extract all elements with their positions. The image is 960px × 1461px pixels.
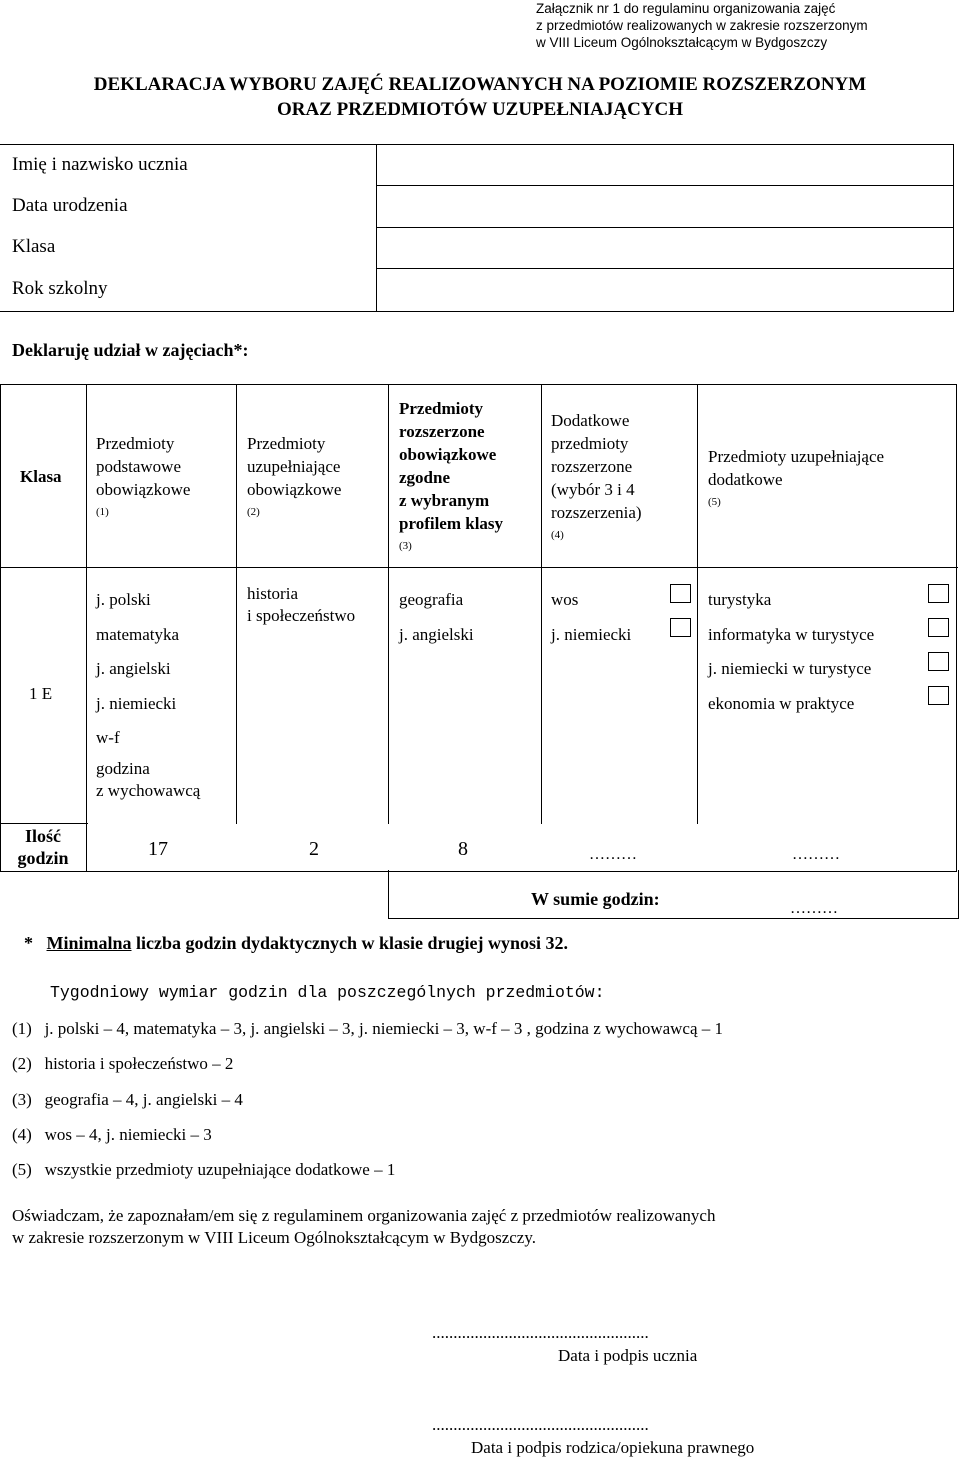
checkbox-wos[interactable] (670, 584, 691, 603)
document-title-line2: ORAZ PRZEDMIOTÓW UZUPEŁNIAJĄCYCH (276, 99, 684, 120)
sum-box (388, 870, 959, 919)
subject-item: j. niemiecki (551, 624, 632, 644)
attachment-line: z przedmiotów realizowanych w zakresie rozszerzonym (536, 18, 868, 33)
class-1e: 1 E (29, 684, 53, 703)
header-text: dodatkowe (708, 470, 783, 489)
label-class: Klasa (12, 236, 56, 257)
note (24, 933, 568, 954)
hours-col1: 17 (148, 838, 168, 860)
checkbox-niemiecki-w-turystyce[interactable] (928, 652, 949, 671)
hours-col3: 8 (458, 838, 468, 860)
field-school-year[interactable] (378, 270, 952, 309)
header-col1 (96, 432, 190, 524)
header-text: obowiązkowe (399, 445, 497, 464)
checkbox-informatyka-w-turystyce[interactable] (928, 618, 949, 637)
subject-item: j. niemiecki w turystyce (708, 659, 872, 678)
attachment-note (536, 0, 868, 51)
weekly-item (12, 1089, 243, 1111)
weekly-text: wszystkie przedmioty uzupełniające dodatkowe – 1 (44, 1160, 396, 1179)
col2-subjects (247, 583, 355, 627)
sum-value[interactable]: ……… (790, 900, 838, 917)
header-number: (3) (399, 540, 412, 552)
subject-item: j. polski (96, 590, 151, 609)
signature-dots-student[interactable]: ................................................... (432, 1323, 649, 1342)
weekly-text: geografia – 4, j. angielski – 4 (44, 1090, 243, 1109)
header-text: profilem klasy (399, 514, 504, 533)
header-text: Przedmioty uzupełniające (708, 447, 885, 466)
field-class[interactable] (378, 229, 952, 267)
label-student-name: Imię i nazwisko ucznia (12, 154, 188, 175)
signature-label-student: Data i podpis ucznia (558, 1346, 698, 1365)
weekly-text: wos – 4, j. niemiecki – 3 (44, 1125, 212, 1144)
divider (376, 268, 954, 269)
checkbox-turystyka[interactable] (928, 584, 949, 603)
subject-item: ekonomia w praktyce (708, 693, 855, 713)
attachment-line: w VIII Liceum Ogólnokształcącym w Bydgoszczy (536, 35, 828, 50)
hours-label (0, 825, 86, 869)
weekly-item (12, 1018, 723, 1040)
divider (86, 384, 87, 871)
header-text: uzupełniające (247, 457, 341, 476)
hours-col4[interactable]: ……… (589, 846, 637, 863)
divider (376, 185, 954, 186)
header-text: rozszerzone (551, 457, 633, 476)
signature-label-parent: Data i podpis rodzica/opiekuna prawnego (471, 1438, 755, 1457)
weekly-number: (5) (12, 1160, 32, 1179)
header-text: rozszerzone (399, 422, 485, 441)
subject-item: matematyka (96, 624, 180, 644)
label-school-year: Rok szkolny (12, 278, 108, 299)
header-text: Przedmioty (399, 399, 484, 418)
field-name[interactable] (378, 146, 952, 184)
header-text: (wybór 3 i 4 (551, 480, 635, 499)
note-underlined: Minimalna (46, 933, 132, 953)
col3-subjects (399, 583, 474, 652)
hours-col2: 2 (309, 838, 319, 860)
weekly-title: Tygodniowy wymiar godzin dla poszczególnych przedmiotów: (50, 983, 605, 1002)
weekly-number: (3) (12, 1090, 32, 1109)
subject-item: wos (551, 590, 579, 609)
checkbox-niemiecki[interactable] (670, 618, 691, 637)
header-number: (2) (247, 506, 260, 518)
header-text: obowiązkowe (247, 480, 342, 499)
subject-item: j. angielski (96, 659, 171, 678)
attachment-line: Załącznik nr 1 do regulaminu organizowania zajęć (536, 1, 836, 16)
statement-line: Oświadczam, że zapoznałam/em się z regulaminem organizowania zajęć z przedmiotów realizowanych (12, 1206, 716, 1225)
divider (236, 384, 237, 824)
header-col5 (708, 445, 884, 514)
header-number: (5) (708, 496, 721, 508)
header-col2 (247, 432, 341, 524)
header-text: podstawowe (96, 457, 181, 476)
divider (0, 567, 958, 568)
header-text: przedmioty (551, 434, 629, 453)
field-student-name[interactable] (378, 187, 952, 226)
weekly-text: historia i społeczeństwo – 2 (44, 1054, 234, 1073)
divider (0, 823, 88, 824)
header-klasa: Klasa (20, 467, 62, 486)
weekly-number: (2) (12, 1054, 32, 1073)
header-text: Dodatkowe (551, 411, 630, 430)
weekly-item (12, 1124, 212, 1146)
weekly-number: (1) (12, 1019, 32, 1038)
note-text: liczba godzin dydaktycznych w klasie drugiej wynosi 32. (131, 933, 569, 953)
divider (376, 227, 954, 228)
header-text: obowiązkowe (96, 480, 191, 499)
header-text: Przedmioty (247, 434, 326, 453)
col5-subjects (708, 583, 874, 721)
document-title-line1: DEKLARACJA WYBORU ZAJĘĆ REALIZOWANYCH NA POZIOMIE ROZSZERZONYM (93, 74, 867, 95)
header-col4 (551, 409, 642, 547)
subject-item: i społeczeństwo (247, 606, 356, 625)
subject-item: historia (247, 584, 298, 603)
subject-item: turystyka (708, 590, 772, 609)
note-star: * (24, 933, 33, 953)
subject-item: w-f (96, 728, 120, 747)
weekly-item (12, 1053, 233, 1075)
weekly-item (12, 1159, 395, 1181)
header-col3 (399, 397, 503, 558)
subject-item: informatyka w turystyce (708, 624, 875, 644)
col1-subject-homeroom (96, 758, 200, 802)
statement (12, 1205, 715, 1249)
col4-subjects (551, 583, 631, 652)
header-text: zgodne (399, 468, 450, 487)
checkbox-ekonomia-w-praktyce[interactable] (928, 686, 949, 705)
header-number: (1) (96, 506, 109, 518)
signature-dots-parent[interactable]: ................................................... (432, 1415, 649, 1434)
declaration-heading: Deklaruję udział w zajęciach*: (12, 340, 249, 360)
weekly-text: j. polski – 4, matematyka – 3, j. angielski – 3, j. niemiecki – 3, w-f – 3 , godzina z wychowawcą – 1 (44, 1019, 724, 1038)
statement-line: w zakresie rozszerzonym w VIII Liceum Ogólnokształcącym w Bydgoszczy. (12, 1228, 536, 1247)
header-text: z wybranym (399, 491, 490, 510)
divider (541, 384, 542, 824)
label-birth-date: Data urodzenia (12, 195, 128, 216)
hours-label-line: godzin (17, 848, 69, 868)
hours-label-line: Ilość (25, 826, 61, 846)
divider (697, 384, 698, 824)
subject-item: j. angielski (399, 624, 474, 644)
subject-item: geografia (399, 590, 464, 609)
header-number: (4) (551, 529, 564, 541)
subject-item: j. niemiecki (96, 693, 177, 713)
header-text: Przedmioty (96, 434, 175, 453)
subject-item: z wychowawcą (96, 781, 201, 800)
sum-label: W sumie godzin: (531, 889, 660, 909)
subject-item: godzina (96, 759, 150, 778)
col1-subjects (96, 583, 179, 756)
header-text: rozszerzenia) (551, 503, 642, 522)
divider (388, 384, 389, 824)
weekly-number: (4) (12, 1125, 32, 1144)
hours-col5[interactable]: ……… (792, 846, 840, 863)
